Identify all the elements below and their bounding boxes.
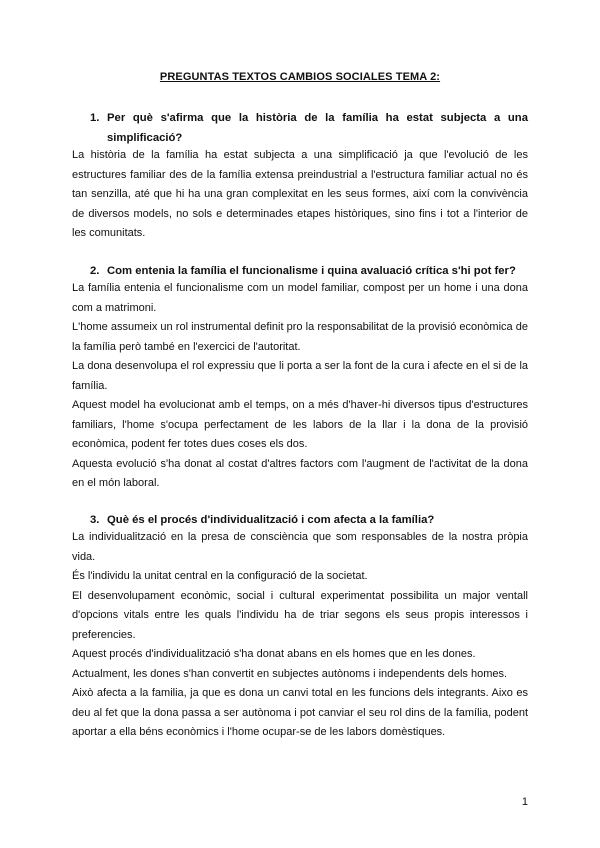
question-number: 3. <box>90 514 100 526</box>
question-text: Què és el procés d'individualització i com afecta a la família? <box>107 514 435 526</box>
question-text: Com entenia la família el funcionalisme i quina avaluació crítica s'hi pot fer? <box>107 265 516 277</box>
answer-paragraph: La dona desenvolupa el rol expressiu que li porta a ser la font de la cura i afecte en el si de la família. <box>72 360 528 392</box>
answer-paragraph: Actualment, les dones s'han convertit en subjectes autònoms i independents dels homes. <box>72 667 508 680</box>
answer-2 <box>72 279 528 494</box>
answer-paragraph: Aquest procés d'individualització s'ha donat abans en els homes que en les dones. <box>72 648 476 660</box>
answer-paragraph: La individualització en la presa de consciència que som responsables de la nostra pròpia vida. <box>72 531 528 563</box>
question-number: 2. <box>90 265 100 277</box>
answer-3 <box>72 528 528 743</box>
answer-paragraph: Això afecta a la familia, ja que es dona un canvi total en les funcions dels integrants. Aixo es deu al fet que la dona passa a ser autònoma i pot canviar el seu rol dins de la família, podent aportar a ella béns econòmics i l'home ocupar-se de les labors domèstiques. <box>72 687 528 738</box>
page-number: 1 <box>521 796 528 808</box>
answer-paragraph: La història de la família ha estat subjecta a una simplificació ja que l'evolució de les estructures familiar des de la família extensa preindustrial a l'estructura familiar actual no és tan senzilla, até que hi ha una gran complexitat en les seus formes, així com la convivència de diversos models, no sols e determinades etapes històriques, sino fins i tot a l'interior de les comunitats. <box>72 149 528 239</box>
answer-paragraph: És l'individu la unitat central en la configuració de la societat. <box>72 570 368 582</box>
question-2 <box>72 261 528 281</box>
document-title: PREGUNTAS TEXTOS CAMBIOS SOCIALES TEMA 2: <box>159 71 441 83</box>
answer-paragraph: El desenvolupament econòmic, social i cultural experimentat possibilita un major ventall d'opcions vitals entre les quals l'individu ha de triar segons els seus propis interessos i preferencies. <box>72 589 528 641</box>
answer-paragraph: L'home assumeix un rol instrumental definit pro la responsabilitat de la provisió econòmica de la família però també en l'exercici de l'autoritat. <box>72 321 528 353</box>
answer-paragraph: La família entenia el funcionalisme com un model familiar, compost per un home i una dona com a matrimoni. <box>72 282 528 314</box>
question-3 <box>72 510 528 530</box>
answer-paragraph: Aquest model ha evolucionat amb el temps, on a més d'haver-hi diversos tipus d'estructures familiars, l'home s'ocupa perfectament de les labors de la llar i la dona de la provisió econòmica, podent fer totes dues coses els dos. <box>72 399 528 450</box>
answer-paragraph: Aquesta evolució s'ha donat al costat d'altres factors com l'augment de l'activitat de la dona en el món laboral. <box>72 457 528 489</box>
question-1 <box>72 108 528 148</box>
question-text: Per què s'afirma que la història de la família ha estat subjecta a una simplificació? <box>107 112 528 144</box>
answer-1 <box>72 146 528 244</box>
question-number: 1. <box>90 112 100 124</box>
